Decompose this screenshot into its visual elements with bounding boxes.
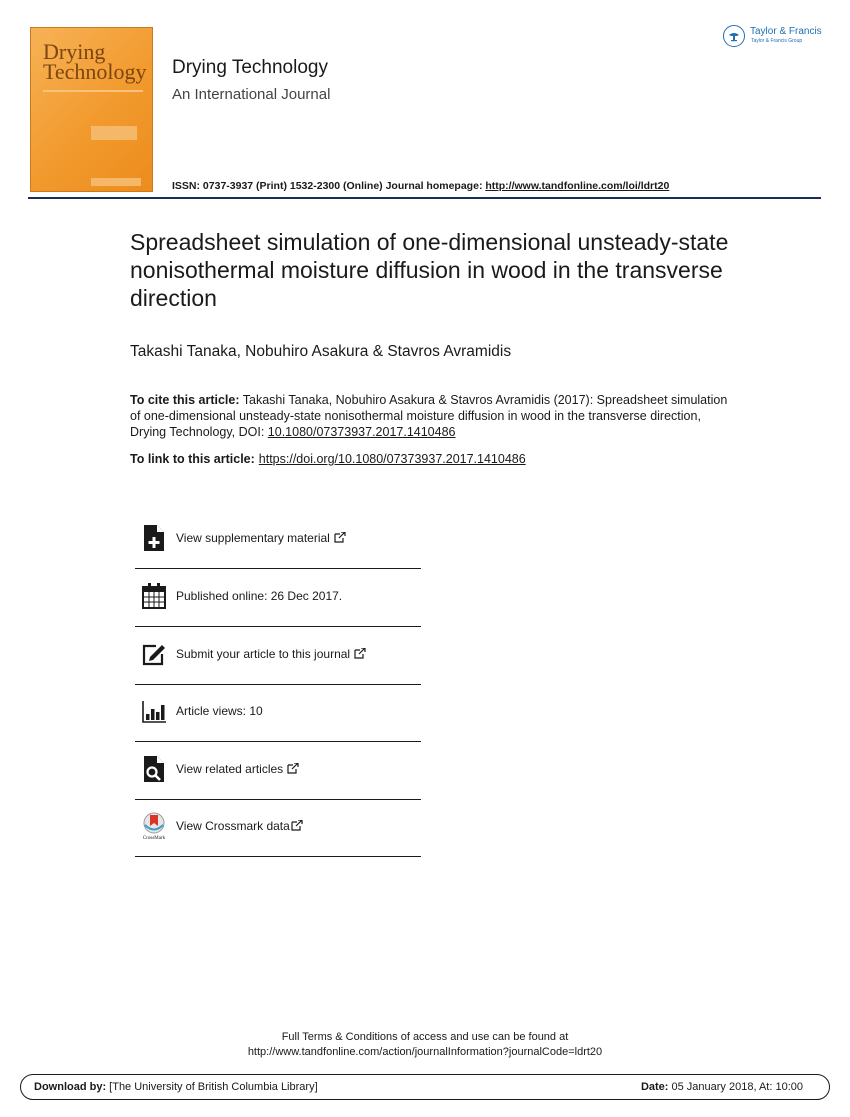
article-title: Spreadsheet simulation of one-dimensional unsteady-state nonisothermal moisture diffusion in wood in the transverse direction — [130, 229, 729, 311]
download-date — [641, 1081, 803, 1093]
external-link-icon — [334, 532, 346, 543]
info-row-label — [176, 762, 299, 776]
search-document-icon — [141, 755, 167, 783]
publisher-logo-icon — [723, 25, 745, 47]
info-row-crossmark[interactable] — [135, 799, 421, 857]
views-label: Article views: 10 — [176, 704, 263, 718]
cite-text: Takashi Tanaka, Nobuhiro Asakura & Stavros Avramidis (2017): Spreadsheet simulation of one-dimensional unsteady-state nonisothermal moisture diffusion in wood in the transverse direction, Drying Technology, DOI: — [130, 393, 728, 439]
info-row-label — [176, 819, 303, 833]
header-divider — [28, 197, 821, 199]
doi-link[interactable]: 10.1080/07373937.2017.1410486 — [267, 425, 456, 439]
info-row-views — [135, 684, 421, 742]
date-value: 05 January 2018, At: 10:00 — [668, 1081, 803, 1093]
cover-title-line1: Drying — [43, 39, 106, 64]
issn-text: ISSN: 0737-3937 (Print) 1532-2300 (Online) Journal homepage: — [172, 180, 486, 192]
crossmark-icon-text: CrossMark — [142, 836, 166, 840]
cover-title — [43, 39, 153, 84]
download-by — [34, 1081, 318, 1093]
citation-block — [130, 392, 730, 440]
info-row-submit[interactable] — [135, 627, 421, 685]
cover-title-line2: Technology — [43, 59, 147, 84]
related-label: View related articles — [176, 762, 284, 776]
info-row-label — [176, 531, 346, 545]
link-label: To link to this article: — [130, 452, 255, 466]
cite-label: To cite this article: — [130, 393, 240, 407]
article-authors: Takashi Tanaka, Nobuhiro Asakura & Stavros Avramidis — [130, 343, 512, 360]
terms-line1: Full Terms & Conditions of access and use can be found at — [281, 1031, 569, 1043]
submit-label: Submit your article to this journal — [176, 647, 351, 661]
journal-homepage-link[interactable]: http://www.tandfonline.com/loi/ldrt20 — [485, 180, 670, 192]
info-row-published — [135, 569, 421, 627]
download-label: Download by: — [34, 1081, 107, 1093]
external-link-icon — [354, 648, 366, 659]
article-link-line — [130, 452, 526, 466]
info-row-supplementary[interactable] — [135, 511, 421, 569]
external-link-icon — [287, 763, 299, 774]
row-divider — [135, 856, 421, 857]
cover-strip — [43, 90, 143, 92]
doi-url-link[interactable]: https://doi.org/10.1080/07373937.2017.1410486 — [258, 452, 526, 466]
document-plus-icon — [141, 524, 167, 552]
bar-chart-icon — [141, 697, 167, 725]
download-value: [The University of British Columbia Library] — [106, 1081, 318, 1093]
crossmark-icon — [139, 812, 169, 840]
calendar-icon — [141, 582, 167, 610]
download-info-bar — [20, 1074, 830, 1100]
crossmark-label: View Crossmark data — [176, 819, 290, 833]
terms-link[interactable]: http://www.tandfonline.com/action/journalInformation?journalCode=ldrt20 — [247, 1046, 603, 1058]
edit-icon — [141, 640, 167, 668]
info-row-related[interactable] — [135, 742, 421, 800]
published-label: Published online: 26 Dec 2017. — [176, 589, 343, 603]
date-label: Date: — [640, 1081, 669, 1093]
journal-title: Drying Technology — [172, 57, 328, 78]
journal-subtitle: An International Journal — [172, 86, 331, 103]
terms-block — [0, 1030, 850, 1060]
supplementary-label: View supplementary material — [176, 531, 330, 545]
publisher-group: Taylor & Francis Group — [751, 38, 803, 44]
journal-cover-image — [30, 27, 153, 192]
publisher-name: Taylor & Francis — [750, 26, 822, 37]
info-row-label — [176, 647, 366, 661]
cover-editor-block — [91, 126, 137, 140]
external-link-icon — [291, 820, 303, 831]
issn-line — [172, 180, 669, 192]
cover-volume-block — [91, 178, 141, 186]
